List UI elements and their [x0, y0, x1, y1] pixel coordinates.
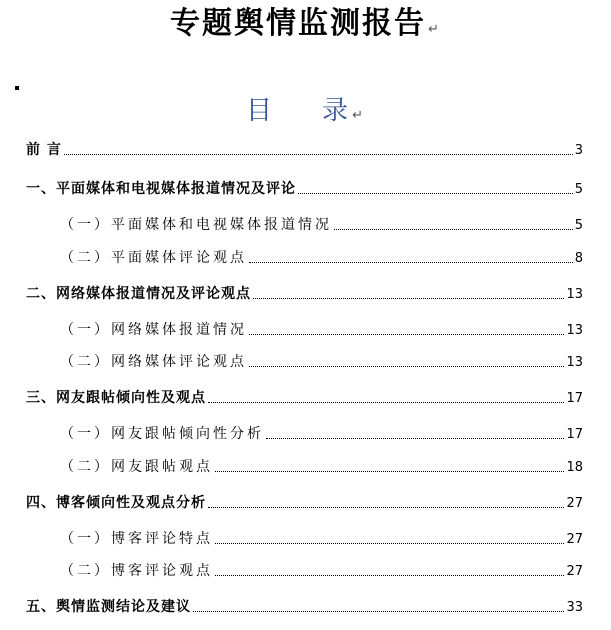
- toc-entry-page: 5: [574, 182, 583, 197]
- report-title: [0, 4, 611, 50]
- report-title-text: 专题舆情监测报告: [170, 6, 427, 41]
- toc-entry[interactable]: [60, 248, 583, 268]
- toc-heading-char-1: 目: [246, 96, 275, 126]
- dot-leader: [208, 388, 564, 403]
- toc-entry[interactable]: [26, 179, 583, 199]
- dot-leader: [64, 140, 573, 155]
- dot-leader: [193, 597, 564, 612]
- dot-leader: [249, 352, 564, 367]
- toc-entry[interactable]: [26, 493, 583, 513]
- toc-entry-label: （一）网络媒体报道情况: [60, 322, 247, 338]
- paragraph-mark: ↵: [352, 108, 365, 123]
- toc-entry-label: 五、舆情监测结论及建议: [26, 599, 191, 615]
- toc-entry-label: （二）平面媒体评论观点: [60, 250, 247, 266]
- dot-leader: [266, 424, 564, 439]
- dot-leader: [298, 179, 573, 194]
- dot-leader: [208, 493, 564, 508]
- toc-entry-page: 17: [566, 427, 583, 442]
- toc-entry-label: （一）网友跟帖倾向性分析: [60, 426, 264, 442]
- toc-entry-page: 5: [574, 218, 583, 233]
- toc-entry[interactable]: [60, 457, 583, 477]
- toc-entry-page: 13: [566, 355, 583, 370]
- dot-leader: [215, 561, 564, 576]
- dot-leader: [334, 215, 573, 230]
- toc-entry[interactable]: [26, 388, 583, 408]
- toc-entry[interactable]: [60, 320, 583, 340]
- toc-entry-page: 3: [574, 143, 583, 158]
- toc-entry-label: 前 言: [26, 142, 62, 158]
- toc-entry[interactable]: [26, 597, 583, 617]
- toc-entry-page: 18: [566, 460, 583, 475]
- toc-entry-label: （二）网络媒体评论观点: [60, 354, 247, 370]
- toc-entry[interactable]: [60, 215, 583, 235]
- toc-entry-label: （二）博客评论观点: [60, 563, 213, 579]
- toc-entry[interactable]: [26, 140, 583, 160]
- toc-heading: [0, 90, 611, 127]
- dot-leader: [215, 457, 564, 472]
- paragraph-mark: ↵: [428, 22, 441, 37]
- toc-heading-char-2: 录: [322, 96, 351, 126]
- toc-entry-label: （一）平面媒体和电视媒体报道情况: [60, 217, 332, 233]
- toc-entry[interactable]: [60, 529, 583, 549]
- toc-entry[interactable]: [60, 561, 583, 581]
- toc-entry-page: 27: [566, 564, 583, 579]
- dot-leader: [249, 248, 573, 263]
- dot-leader: [253, 284, 564, 299]
- toc-entry-label: （二）网友跟帖观点: [60, 459, 213, 475]
- dot-leader: [215, 529, 564, 544]
- toc-entry-page: 13: [566, 323, 583, 338]
- toc-entry-label: 四、博客倾向性及观点分析: [26, 495, 206, 511]
- toc-entry[interactable]: [60, 424, 583, 444]
- toc-entry-page: 27: [566, 532, 583, 547]
- toc-entry-page: 27: [566, 496, 583, 511]
- dot-leader: [249, 320, 564, 335]
- toc-entry-page: 33: [566, 600, 583, 615]
- toc-entry[interactable]: [26, 284, 583, 304]
- toc-entry-label: （一）博客评论特点: [60, 531, 213, 547]
- toc-entry-label: 三、网友跟帖倾向性及观点: [26, 390, 206, 406]
- toc-entry-label: 一、平面媒体和电视媒体报道情况及评论: [26, 181, 296, 197]
- toc-entry[interactable]: [60, 352, 583, 372]
- toc-entry-label: 二、网络媒体报道情况及评论观点: [26, 286, 251, 302]
- toc-entry-page: 13: [566, 287, 583, 302]
- toc-entry-page: 17: [566, 391, 583, 406]
- toc-entry-page: 8: [574, 251, 583, 266]
